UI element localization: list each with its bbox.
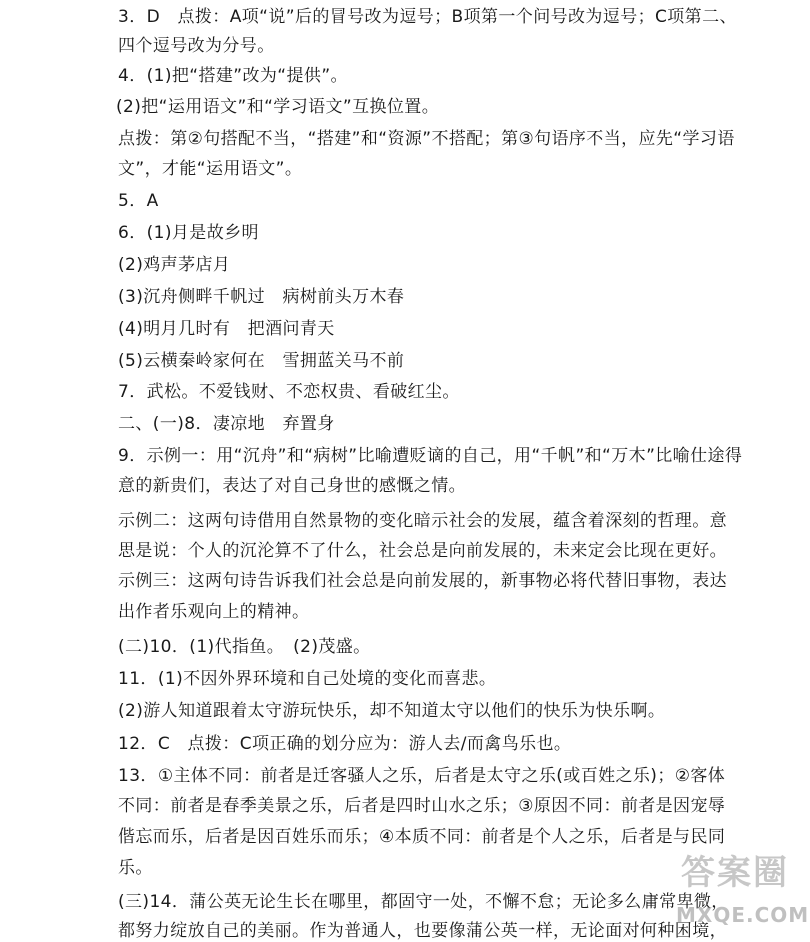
text-line: 4．(1)把“搭建”改为“提供”。 [118, 66, 348, 86]
text-line: 偕忘而乐，后者是因百姓乐而乐；④本质不同：前者是个人之乐，后者是与民同 [118, 827, 726, 847]
text-line: 文”，才能“运用语文”。 [118, 159, 303, 179]
text-line: 示例三：这两句诗告诉我们社会总是向前发展的，新事物必将代替旧事物，表达 [118, 571, 727, 591]
text-line: 二、(一)8．凄凉地 弃置身 [118, 414, 335, 434]
text-line: 示例二：这两句诗借用自然景物的变化暗示社会的发展，蕴含着深刻的哲理。意 [118, 511, 727, 531]
text-line: 思是说：个人的沉沦算不了什么，社会总是向前发展的，未来定会比现在更好。 [118, 541, 727, 561]
text-line: 不同：前者是春季美景之乐，后者是四时山水之乐；③原因不同：前者是因宠辱 [118, 796, 726, 816]
text-line: 6．(1)月是故乡明 [118, 223, 259, 243]
text-line: 四个逗号改为分号。 [118, 36, 275, 56]
text-line: 9．示例一：用“沉舟”和“病树”比喻遭贬谪的自己，用“千帆”和“万木”比喻仕途得 [118, 446, 743, 466]
text-line: 乐。 [118, 858, 153, 878]
text-line: (三)14．蒲公英无论生长在哪里，都固守一处，不懈不怠；无论多么庸常卑微， [118, 892, 729, 912]
watermark-bottom: MXQE.COM [676, 903, 810, 927]
text-line: 出作者乐观向上的精神。 [118, 602, 310, 622]
text-line: (二)10．(1)代指鱼。 (2)茂盛。 [118, 637, 371, 657]
text-line: (2)把“运用语文”和“学习语文”互换位置。 [116, 97, 440, 117]
text-line: 11．(1)不因外界环境和自己处境的变化而喜悲。 [118, 669, 497, 689]
text-line: 都努力绽放自己的美丽。作为普通人，也要像蒲公英一样，无论面对何种困境， [118, 921, 727, 941]
text-line: 13．①主体不同：前者是迁客骚人之乐，后者是太守之乐(或百姓之乐)；②客体 [118, 766, 726, 786]
text-line: (5)云横秦岭家何在 雪拥蓝关马不前 [118, 351, 405, 371]
text-line: (2)游人知道跟着太守游玩快乐，却不知道太守以他们的快乐为快乐啊。 [118, 701, 666, 721]
text-line: 意的新贵们，表达了对自己身世的感慨之情。 [118, 476, 466, 496]
watermark-logo [676, 845, 810, 931]
text-line: 12．C 点拨：C项正确的划分应为：游人去/而禽鸟乐也。 [118, 734, 572, 754]
text-line: (4)明月几时有 把酒问青天 [118, 319, 335, 339]
text-line: 7．武松。不爱钱财、不恋权贵、看破红尘。 [118, 382, 460, 402]
text-line: 点拨：第②句搭配不当，“搭建”和“资源”不搭配；第③句语序不当，应先“学习语 [118, 129, 735, 149]
text-line: 5．A [118, 191, 159, 211]
watermark-top: 答案圈 [681, 853, 789, 893]
text-line: (2)鸡声茅店月 [118, 255, 231, 275]
text-line: (3)沉舟侧畔千帆过 病树前头万木春 [118, 287, 405, 307]
text-line: 3．D 点拨：A项“说”后的冒号改为逗号；B项第一个问号改为逗号；C项第二、 [118, 7, 737, 27]
